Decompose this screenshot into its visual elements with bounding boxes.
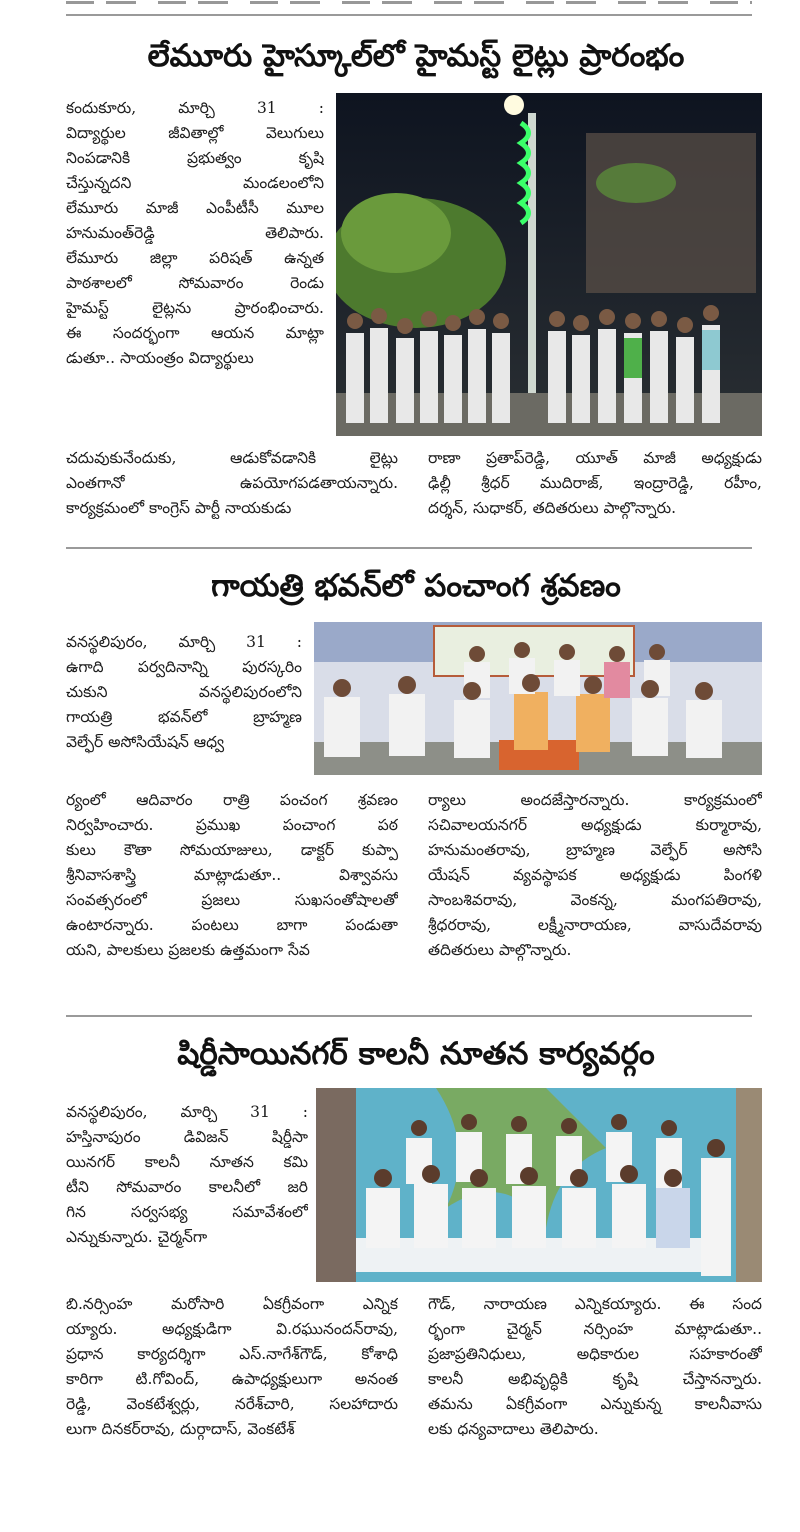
headline-2: గాయత్రి భవన్‌లో పంచాంగ శ్రవణం — [211, 568, 621, 604]
divider-top — [66, 14, 752, 16]
text-line: ఈ సందర్భంగా ఆయన మాట్లా — [66, 324, 324, 342]
text-line: సంవత్సరంలో ప్రజలు సుఖసంతోషాలతో — [66, 891, 398, 909]
article-2-bottom-right-column — [428, 788, 762, 963]
text-line: నిర్వహించారు. ప్రముఖ పంచాంగ పఠ — [66, 816, 398, 834]
text-line: లేమూరు జిల్లా పరిషత్ ఉన్నత — [66, 249, 324, 267]
text-line: రెడ్డి, వెంకటేశ్వర్లు, నరేశ్‌చారి, సలహాదారు — [66, 1395, 398, 1413]
article-2-left-column — [66, 630, 302, 755]
text-line: తమను ఏకగ్రీవంగా ఎన్నుకున్న కాలనీవాసు — [428, 1395, 762, 1413]
article-1-left-column — [66, 96, 324, 371]
text-line: బి.నర్సింహ మరోసారి ఏకగ్రీవంగా ఎన్నిక — [66, 1295, 398, 1313]
text-line: కార్యక్రమంలో కాంగ్రెస్ పార్టీ నాయకుడు — [66, 499, 292, 517]
text-line: శ్రీనివాసశాస్త్రి మాట్లాడుతూ.. విశ్వావసు — [66, 866, 398, 884]
text-line: హనుమంతరావు, బ్రాహ్మణ వెల్ఫేర్ అసోసి — [428, 841, 762, 859]
text-line: డుతూ.. సాయంత్రం విద్యార్థులు — [66, 349, 254, 367]
text-line: హస్తినాపురం డివిజన్ షిర్డీసా — [66, 1128, 308, 1146]
text-line: ఉగాది పర్వదినాన్ని పురస్కరిం — [66, 658, 302, 676]
text-line: ప్రజాప్రతినిధులు, అధికారుల సహకారంతో — [428, 1345, 762, 1363]
article-1-bottom-left-column — [66, 446, 398, 521]
divider-2 — [66, 1015, 752, 1017]
text-line: యేషన్ వ్యవస్థాపక అధ్యక్షుడు పింగళి — [428, 866, 762, 884]
text-line: గిన సర్వసభ్య సమావేశంలో — [66, 1203, 308, 1221]
text-line: యని, పాలకులు ప్రజలకు ఉత్తమంగా సేవ — [66, 941, 310, 959]
photo-colony-committee — [316, 1088, 762, 1282]
text-line: కందుకూరు, మార్చి 31 : — [66, 99, 324, 117]
text-line: కారిగా టి.గోవింద్, ఉపాధ్యక్షులుగా అనంత — [66, 1370, 398, 1388]
previous-article-strip — [66, 0, 752, 6]
text-line: కాలనీ అభివృద్ధికి కృషి చేస్తానన్నారు. — [428, 1370, 762, 1388]
text-line: ప్రధాన కార్యదర్శిగా ఎస్.నాగేశ్‌గౌడ్, కోశాధి — [66, 1345, 398, 1363]
text-line: పాఠశాలలో సోమవారం రెండు — [66, 274, 324, 292]
text-line: వనస్థలిపురం, మార్చి 31 : — [66, 633, 302, 651]
text-line: చదువుకునేందుకు, ఆడుకోవడానికి లైట్లు — [66, 449, 398, 467]
photo-highmast-lights — [336, 93, 762, 436]
divider-1 — [66, 547, 752, 549]
headline-3: షిర్డీసాయినగర్ కాలనీ నూతన కార్యవర్గం — [177, 1036, 655, 1072]
text-line: యినగర్ కాలనీ నూతన కమి — [66, 1153, 308, 1171]
text-line: విద్యార్థుల జీవితాల్లో వెలుగులు — [66, 124, 324, 142]
article-3-bottom-left-column — [66, 1292, 398, 1442]
text-line: చుకుని వనస్థలిపురంలోని — [66, 683, 302, 701]
text-line: ర్భంగా చైర్మన్ నర్సింహ మాట్లాడుతూ.. — [428, 1320, 762, 1338]
text-line: దర్శన్, సుధాకర్, తదితరులు పాల్గొన్నారు. — [428, 499, 677, 517]
text-line: నింపడానికి ప్రభుత్వం కృషి — [66, 149, 324, 167]
text-line: వెల్ఫేర్ అసోసియేషన్ ఆధ్వ — [66, 733, 225, 751]
text-line: గాయత్రి భవన్‌లో బ్రాహ్మణ — [66, 708, 302, 726]
text-line: సాంబశివరావు, వెంకన్న, మంగపతిరావు, — [428, 891, 762, 909]
text-line: హనుమంత్‌రెడ్డి తెలిపారు. — [66, 224, 324, 242]
text-line: ర్యాలు అందజేస్తారన్నారు. కార్యక్రమంలో — [428, 791, 762, 809]
text-line: గౌడ్, నారాయణ ఎన్నికయ్యారు. ఈ సంద — [428, 1295, 762, 1313]
photo-panchanga-sravanam — [314, 622, 762, 775]
text-line: ఎన్నుకున్నారు. చైర్మన్‌గా — [66, 1228, 208, 1246]
text-line: సచివాలయనగర్ అధ్యక్షుడు కుర్మారావు, — [428, 816, 762, 834]
article-3-bottom-right-column — [428, 1292, 762, 1442]
text-line: చేస్తున్నదని మండలంలోని — [66, 174, 324, 192]
text-line: తదితరులు పాల్గొన్నారు. — [428, 941, 572, 959]
article-3-left-column — [66, 1100, 308, 1250]
text-line: లేమూరు మాజీ ఎంపీటీసీ మూల — [66, 199, 324, 217]
text-line: ఉంటారన్నారు. పంటలు బాగా పండుతా — [66, 916, 398, 934]
headline-1: లేమూరు హైస్కూల్‌లో హైమస్ట్ లైట్లు ప్రారంభం — [147, 38, 685, 74]
text-line: వనస్థలిపురం, మార్చి 31 : — [66, 1103, 308, 1121]
text-line: రాణా ప్రతాప్‌రెడ్డి, యూత్ మాజీ అధ్యక్షుడు — [428, 449, 762, 467]
text-line: లకు ధన్యవాదాలు తెలిపారు. — [428, 1420, 599, 1438]
article-2-bottom-left-column — [66, 788, 398, 963]
text-line: శ్రీధరరావు, లక్ష్మీనారాయణ, వాసుదేవరావు — [428, 916, 762, 934]
text-line: ఎంతగానో ఉపయోగపడతాయన్నారు. — [66, 474, 398, 492]
text-line: ఢిల్లీ శ్రీధర్ ముదిరాజ్, ఇంద్రారెడ్డి, రహీం, — [428, 474, 762, 492]
text-line: ర్యంలో ఆదివారం రాత్రి పంచంగ శ్రవణం — [66, 791, 398, 809]
text-line: కులు కౌతా సోమయాజులు, డాక్టర్ కుప్పా — [66, 841, 398, 859]
text-line: లుగా దినకర్‌రావు, దుర్గాదాస్, వెంకటేశ్ — [66, 1420, 295, 1438]
text-line: య్యారు. అధ్యక్షుడిగా వి.రఘునందన్‌రావు, — [66, 1320, 398, 1338]
text-line: హైమస్ట్ లైట్లను ప్రారంభించారు. — [66, 299, 324, 317]
text-line: టీని సోమవారం కాలనీలో జరి — [66, 1178, 308, 1196]
article-1-bottom-right-column — [428, 446, 762, 521]
